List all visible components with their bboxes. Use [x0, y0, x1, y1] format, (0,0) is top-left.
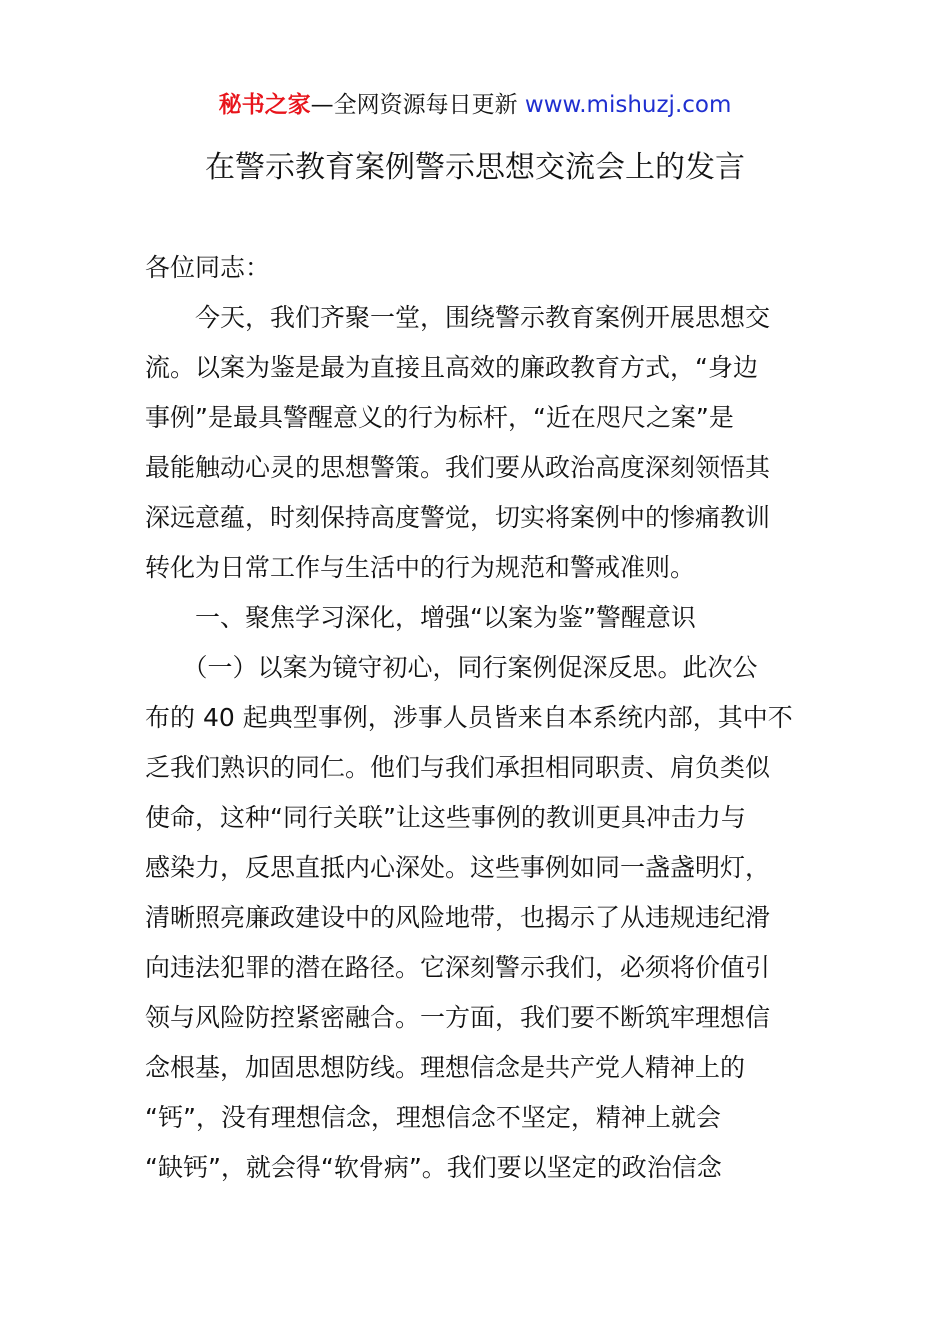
paragraph-line: 事例”是最具警醒意义的行为标杆，“近在咫尺之案”是 — [145, 403, 734, 432]
paragraph-line: 念根基，加固思想防线。理想信念是共产党人精神上的 — [145, 1053, 746, 1082]
paragraph-line: 感染力，反思直抵内心深处。这些事例如同一盏盏明灯， — [145, 853, 771, 882]
paragraph-line: 最能触动心灵的思想警策。我们要从政治高度深刻领悟其 — [145, 453, 771, 482]
paragraph-line: 领与风险防控紧密融合。一方面，我们要不断筑牢理想信 — [145, 1003, 771, 1032]
salutation: 各位同志： — [145, 253, 271, 282]
paragraph-line: 清晰照亮廉政建设中的风险地带，也揭示了从违规违纪滑 — [145, 903, 771, 932]
paragraph-line: （一）以案为镜守初心，同行案例促深反思。此次公 — [145, 653, 758, 682]
document-title: 在警示教育案例警示思想交流会上的发言 — [205, 150, 745, 185]
paragraph-line: 今天，我们齐聚一堂，围绕警示教育案例开展思想交 — [145, 303, 771, 332]
site-slogan: —全网资源每日更新 — [310, 92, 525, 118]
paragraph-line: 流。以案为鉴是最为直接且高效的廉政教育方式，“身边 — [145, 353, 758, 382]
paragraph-line: “钙”，没有理想信念，理想信念不坚定，精神上就会 — [145, 1103, 721, 1132]
site-name: 秘书之家 — [218, 92, 311, 118]
section-heading: 一、聚焦学习深化，增强“以案为鉴”警醒意识 — [145, 603, 696, 632]
paragraph-line: 布的 40 起典型事例，涉事人员皆来自本系统内部，其中不 — [145, 703, 793, 732]
paragraph-line: 深远意蕴，时刻保持高度警觉，切实将案例中的惨痛教训 — [145, 503, 771, 532]
paragraph-line: 转化为日常工作与生活中的行为规范和警戒准则。 — [145, 553, 696, 582]
paragraph-line: 乏我们熟识的同仁。他们与我们承担相同职责、肩负类似 — [145, 753, 771, 782]
paragraph-line: 使命，这种“同行关联”让这些事例的教训更具冲击力与 — [145, 803, 746, 832]
paragraph-line: 向违法犯罪的潜在路径。它深刻警示我们，必须将价值引 — [145, 953, 771, 982]
site-header — [0, 88, 950, 122]
site-url-link[interactable]: www.mishuzj.com — [524, 92, 732, 118]
paragraph-line: “缺钙”，就会得“软骨病”。我们要以坚定的政治信念 — [145, 1153, 722, 1182]
